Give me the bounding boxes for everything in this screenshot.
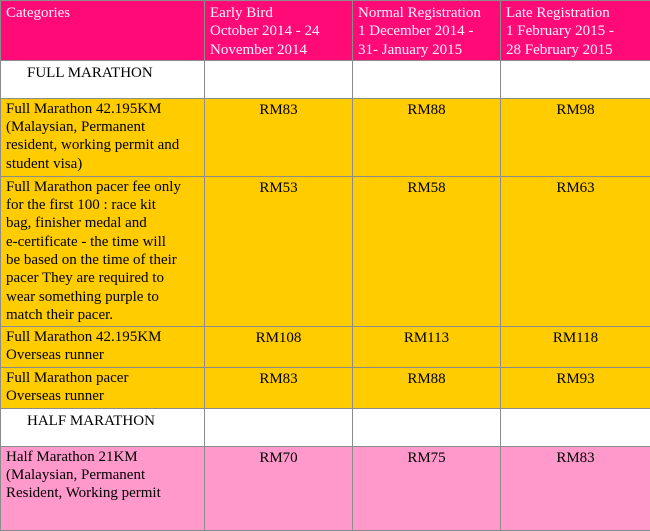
section-label: HALF MARATHON	[1, 408, 205, 446]
empty-cell	[353, 60, 501, 98]
category-cell: Full Marathon pacer fee only for the first 100 : race kit bag, finisher medal and e-certificate - the time will be based on the time of their pacer They are required to wear something purple to match their pacer.	[1, 176, 205, 326]
category-cell: Full Marathon 42.195KM Overseas runner	[1, 326, 205, 367]
table-row	[1, 446, 650, 530]
category-cell: Full Marathon pacer Overseas runner	[1, 367, 205, 408]
table-row	[1, 367, 650, 408]
normal-price: RM88	[353, 98, 501, 176]
category-cell: Full Marathon 42.195KM (Malaysian, Permanent resident, working permit and student visa)	[1, 98, 205, 176]
early-bird-price: RM83	[205, 367, 353, 408]
table-header-row	[1, 1, 650, 61]
late-price: RM93	[501, 367, 650, 408]
empty-cell	[353, 408, 501, 446]
section-label: FULL MARATHON	[1, 60, 205, 98]
table-row	[1, 326, 650, 367]
empty-cell	[501, 408, 650, 446]
empty-cell	[205, 408, 353, 446]
header-categories: Categories	[1, 1, 205, 61]
normal-price: RM88	[353, 367, 501, 408]
early-bird-price: RM108	[205, 326, 353, 367]
table-row	[1, 98, 650, 176]
early-bird-price: RM53	[205, 176, 353, 326]
normal-price: RM58	[353, 176, 501, 326]
section-row-full-marathon	[1, 60, 650, 98]
early-bird-price: RM70	[205, 446, 353, 530]
late-price: RM118	[501, 326, 650, 367]
late-price: RM98	[501, 98, 650, 176]
normal-price: RM113	[353, 326, 501, 367]
section-row-half-marathon	[1, 408, 650, 446]
category-cell: Half Marathon 21KM (Malaysian, Permanent Resident, Working permit	[1, 446, 205, 530]
header-late-registration: Late Registration 1 February 2015 - 28 February 2015	[501, 1, 650, 61]
normal-price: RM75	[353, 446, 501, 530]
empty-cell	[501, 60, 650, 98]
table-row	[1, 176, 650, 326]
late-price: RM83	[501, 446, 650, 530]
header-early-bird: Early Bird October 2014 - 24 November 2014	[205, 1, 353, 61]
late-price: RM63	[501, 176, 650, 326]
header-normal-registration: Normal Registration 1 December 2014 - 31- January 2015	[353, 1, 501, 61]
empty-cell	[205, 60, 353, 98]
early-bird-price: RM83	[205, 98, 353, 176]
